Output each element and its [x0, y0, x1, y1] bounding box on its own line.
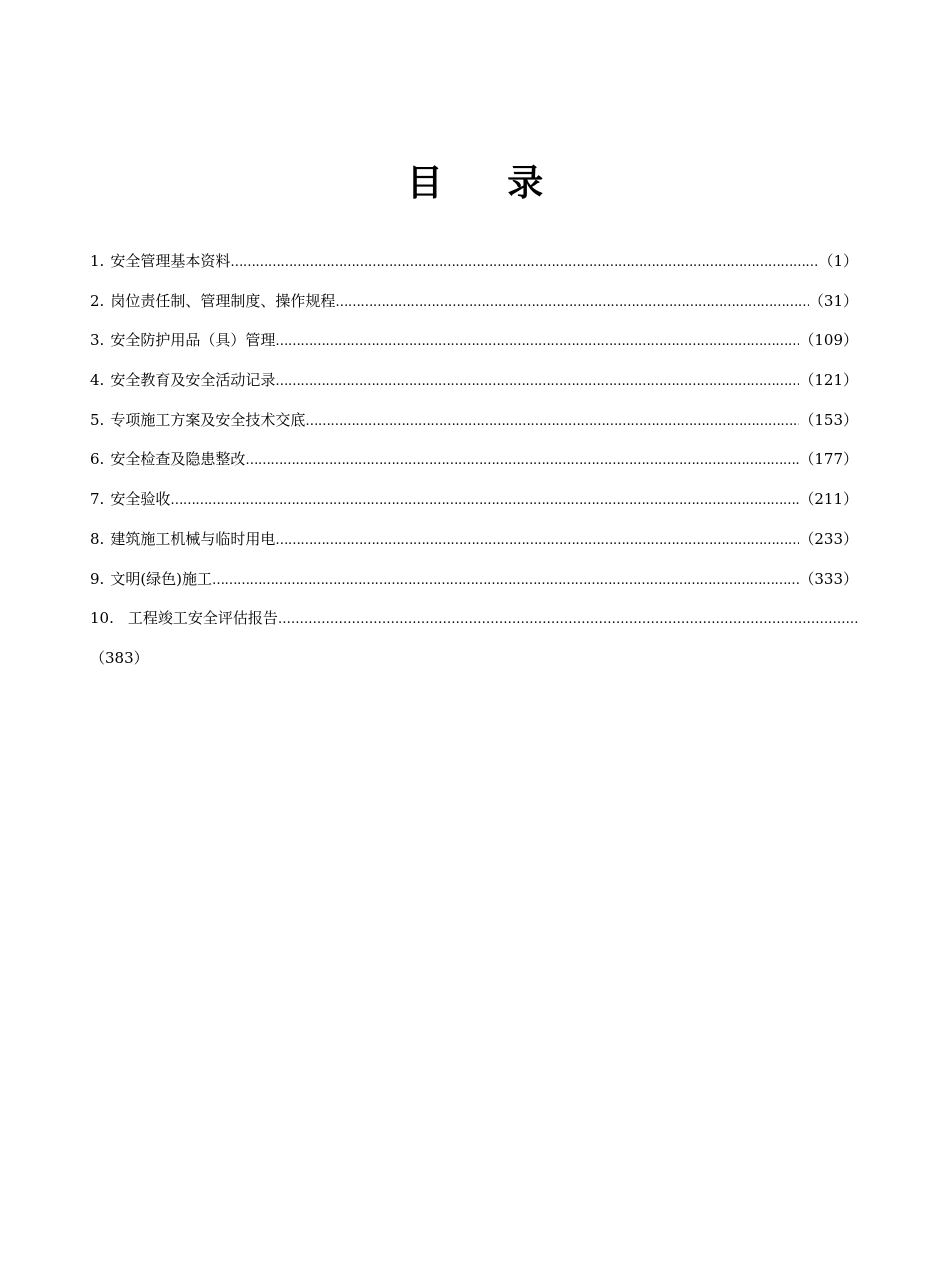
- toc-entry-number: 4.: [90, 371, 105, 390]
- toc-entry-page: （109）: [799, 331, 858, 350]
- toc-entry[interactable]: [90, 401, 858, 441]
- toc-entry-label: 安全管理基本资料: [110, 252, 231, 270]
- toc-entry-number: 10.: [90, 609, 114, 628]
- toc-entry-number: 5.: [90, 410, 105, 429]
- toc-dot-leader: [335, 283, 809, 322]
- toc-dot-leader: [230, 243, 818, 282]
- toc-entry-page: （233）: [799, 529, 858, 548]
- toc-entry[interactable]: [90, 242, 858, 282]
- toc-entry[interactable]: [90, 440, 858, 480]
- toc-entry-label: 建筑施工机械与临时用电: [110, 529, 276, 548]
- toc-entry-number: 7.: [90, 490, 105, 509]
- toc-entry-page: （121）: [799, 371, 858, 390]
- toc-entry[interactable]: [90, 560, 858, 600]
- toc-entry-number: 3.: [90, 331, 105, 350]
- toc-entry-page: （383）: [90, 648, 149, 667]
- toc-entry[interactable]: [90, 599, 858, 639]
- toc-entry[interactable]: [90, 321, 858, 361]
- toc-entry-label: 岗位责任制、管理制度、操作规程: [110, 291, 336, 310]
- toc-entry[interactable]: [90, 520, 858, 560]
- toc-dot-leader: [275, 322, 799, 361]
- toc-dot-leader: [245, 441, 799, 480]
- toc-entry-number: 1.: [90, 252, 105, 270]
- toc-entry-label: 安全防护用品（具）管理: [110, 331, 276, 350]
- toc-dot-leader: [212, 561, 799, 600]
- toc-entry-label: 文明(绿色)施工: [110, 569, 213, 588]
- toc-entry-page: （177）: [799, 450, 858, 469]
- toc-entry-page: （31）: [808, 291, 858, 310]
- toc-entry-label: 安全检查及隐患整改: [110, 450, 246, 469]
- toc-dot-leader: [275, 362, 799, 401]
- toc-entry-label: 安全教育及安全活动记录: [110, 371, 276, 390]
- toc-entry-number: 6.: [90, 450, 105, 469]
- toc-entry-label: 安全验收: [110, 490, 171, 509]
- table-of-contents: [90, 242, 858, 679]
- toc-entry-page: （333）: [799, 569, 858, 588]
- toc-dot-leader: [278, 600, 858, 639]
- toc-entry[interactable]: [90, 480, 858, 520]
- toc-dot-leader: [305, 402, 799, 441]
- page-title: 目 录: [406, 162, 570, 204]
- toc-entry-label: 工程竣工安全评估报告: [127, 609, 278, 628]
- toc-entry-number: 8.: [90, 529, 105, 548]
- toc-entry-page: （211）: [799, 490, 858, 509]
- toc-entry-continuation[interactable]: [90, 639, 858, 679]
- toc-entry-page: （1）: [818, 252, 858, 270]
- toc-entry-number: 2.: [90, 291, 105, 310]
- toc-entry-number: 9.: [90, 569, 105, 588]
- toc-entry-page: （153）: [799, 410, 858, 429]
- toc-entry-label: 专项施工方案及安全技术交底: [110, 410, 306, 429]
- toc-dot-leader: [275, 521, 799, 560]
- toc-entry[interactable]: [90, 282, 858, 322]
- toc-dot-leader: [170, 481, 799, 520]
- toc-entry[interactable]: [90, 361, 858, 401]
